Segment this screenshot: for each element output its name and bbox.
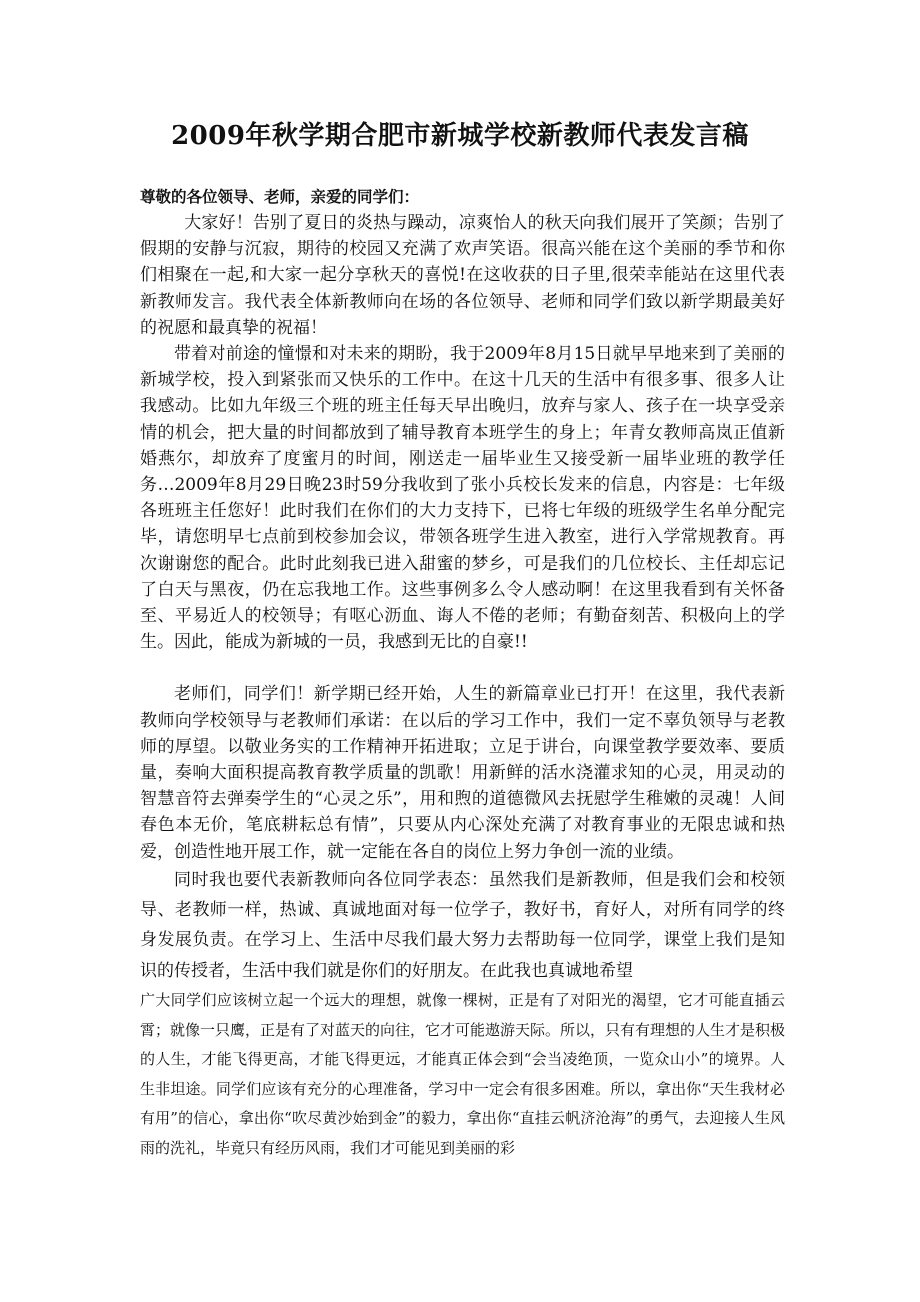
document-title: 2009年秋学期合肥市新城学校新教师代表发言稿 (171, 121, 749, 151)
paragraph-ideals: 广大同学们应该树立起一个远大的理想，就像一棵树，正是有了对阳光的渴望，它才可能直插云霄；就像一只鹰，正是有了对蓝天的向往，它才可能遨游天际。所以，只有有理想的人生才是积极的人生，才能飞得更高，才能飞得更远，才能真正体会到“会当凌绝顶，一览众山小”的境界。人生非坦途。同学们应该有充分的心理准备，学习中一定会有很多困难。所以，拿出你“天生我材必有用”的信心，拿出你“吹尽黄沙始到金”的毅力，拿出你“直挂云帆济沧海”的勇气，去迎接人生风雨的洗礼，毕竟只有经历风雨，我们才可能见到美丽的彩 (140, 991, 786, 1158)
paragraph-experience: 带着对前途的憧憬和对未来的期盼，我于2009年8月15日就早早地来到了美丽的新城学校，投入到紧张而又快乐的工作中。在这十几天的生活中有很多事、很多人让我感动。比如九年级三个班的班主任每天早出晚归，放弃与家人、孩子在一块享受亲情的机会，把大量的时间都放到了辅导教育本班学生的身上；年青女教师高岚正值新婚燕尔，却放弃了度蜜月的时间，刚送走一届毕业生又接受新一届毕业班的教学任务…2009年8月29日晚23时59分我收到了张小兵校长发来的信息，内容是：七年级各班班主任您好！此时我们在你们的大力支持下，已将七年级的班级学生名单分配完毕，请您明早七点前到校参加会议，带领各班学生进入教室，进行入学常规教育。再次谢谢您的配合。此时此刻我已进入甜蜜的梦乡，可是我们的几位校长、主任却忘记了白天与黑夜，仍在忘我地工作。这些事例多么令人感动啊！在这里我看到有关怀备至、平易近人的校领导；有呕心沥血、诲人不倦的老师；有勤奋刻苦、积极向上的学生。因此，能成为新城的一员，我感到无比的自豪!! (140, 344, 785, 653)
paragraph-gap (140, 655, 785, 681)
document-body (140, 184, 785, 1164)
salutation: 尊敬的各位领导、老师，亲爱的同学们： (140, 187, 420, 206)
paragraph-pledge: 老师们，同学们！新学期已经开始，人生的新篇章业已打开！在这里，我代表新教师向学校领导与老教师们承诺：在以后的学习工作中，我们一定不辜负领导与老教师的厚望。以敬业务实的工作精神开拓进取；立足于讲台，向课堂教学要效率、要质量，奏响大面积提高教育教学质量的凯歌！用新鲜的活水浇灌求知的心灵，用灵动的智慧音符去弹奏学生的“心灵之乐”，用和煦的道德微风去抚慰学生稚嫩的灵魂！人间春色本无价，笔底耕耘总有情”，只要从内心深处充满了对教育事业的无限忠诚和热爱，创造性地开展工作，就一定能在各自的岗位上努力争创一流的业绩。 (140, 684, 785, 862)
paragraph-students: 同时我也要代表新教师向各位同学表态：虽然我们是新教师，但是我们会和校领导、老教师一样，热诚、真诚地面对每一位学子，教好书，育好人，对所有同学的终身发展负责。在学习上、生活中尽我们最大努力去帮助每一位同学，课堂上我们是知识的传授者，生活中我们就是你们的好朋友。在此我也真诚地希望 (140, 869, 785, 981)
paragraph-greeting: 大家好！告别了夏日的炎热与躁动，凉爽怡人的秋天向我们展开了笑颜；告别了假期的安静与沉寂，期待的校园又充满了欢声笑语。很高兴能在这个美丽的季节和你们相聚在一起,和大家一起分享秋天的喜悦!在这收获的日子里,很荣幸能站在这里代表新教师发言。我代表全体新教师向在场的各位领导、老师和同学们致以新学期最美好的祝愿和最真挚的祝福！ (140, 213, 785, 338)
